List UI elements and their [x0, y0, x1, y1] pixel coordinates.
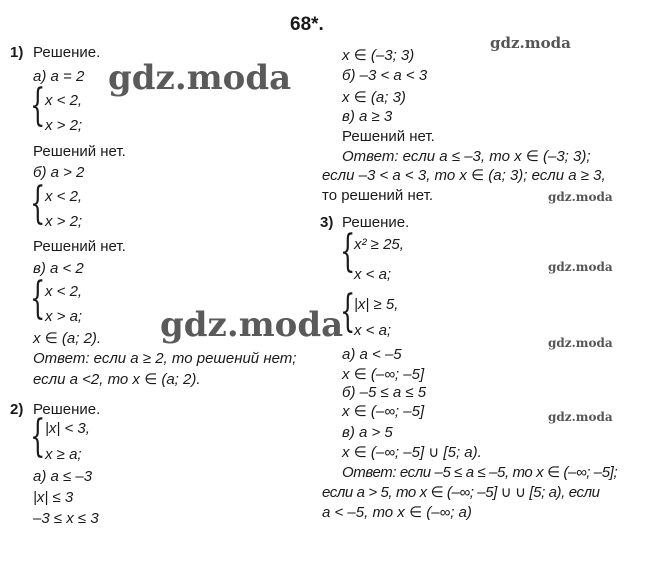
part1-answer-line2: если a <2, то x ∈ (a; 2).	[33, 371, 201, 388]
part2-a-line1: |x| ≤ 3	[33, 489, 74, 506]
part1-c-result: x ∈ (a; 2).	[33, 330, 102, 347]
problem-number: 68*.	[290, 14, 324, 35]
watermark: gdz.moda	[160, 305, 344, 345]
part1-case-b: б) a > 2	[33, 164, 85, 181]
part3-c-result: x ∈ (–∞; –5] ∪ [5; a).	[342, 444, 482, 461]
watermark: gdz.moda	[108, 58, 292, 98]
part1-a-system-line1: x < 2,	[45, 92, 83, 109]
part3-system1-line1: x² ≥ 25,	[354, 236, 404, 253]
part2-heading: Решение.	[33, 401, 101, 418]
part3-label: 3)	[320, 214, 334, 231]
part2-a-result: x ∈ (–3; 3)	[342, 47, 415, 64]
part3-heading: Решение.	[342, 214, 410, 231]
part2-label: 2)	[10, 401, 24, 418]
part3-system1-line2: x < a;	[354, 266, 392, 283]
part1-case-c: в) a < 2	[33, 260, 84, 277]
part3-answer-line2: если a > 5, то x ∈ (–∞; –5] ∪ ∪ [5; a), если	[322, 484, 600, 501]
part1-b-system-line2: x > 2;	[45, 213, 83, 230]
part1-label: 1)	[10, 44, 24, 61]
part2-c-result: Решений нет.	[342, 128, 435, 145]
part1-c-system-line2: x > a;	[45, 308, 83, 325]
part2-case-b: б) –3 < a < 3	[342, 67, 428, 84]
part1-a-result: Решений нет.	[33, 143, 126, 160]
system-brace: {	[340, 226, 356, 277]
watermark: gdz.moda	[490, 34, 571, 52]
part2-answer-line3: то решений нет.	[322, 187, 433, 204]
part3-system2-line2: x < a;	[354, 322, 392, 339]
system-brace: {	[30, 411, 46, 462]
part3-answer-line1: Ответ: если –5 ≤ a ≤ –5, то x ∈ (–∞; –5];	[342, 464, 618, 481]
part1-b-system-line1: x < 2,	[45, 188, 83, 205]
part2-system-line1: |x| < 3,	[45, 420, 90, 437]
part3-case-b: б) –5 ≤ a ≤ 5	[342, 384, 427, 401]
system-brace: {	[30, 178, 46, 229]
part2-answer-line2: если –3 < a < 3, то x ∈ (a; 3); если a ≥ 3,	[322, 167, 606, 184]
part3-case-a: а) a < –5	[342, 346, 402, 363]
part3-a-result: x ∈ (–∞; –5]	[342, 366, 425, 383]
part3-case-c: в) a > 5	[342, 424, 393, 441]
part1-a-system-line2: x > 2;	[45, 117, 83, 134]
part1-case-a: а) a = 2	[33, 68, 85, 85]
part2-answer-line1: Ответ: если a ≤ –3, то x ∈ (–3; 3);	[342, 148, 591, 165]
part3-b-result: x ∈ (–∞; –5]	[342, 403, 425, 420]
watermark: gdz.moda	[548, 190, 613, 204]
part1-heading: Решение.	[33, 44, 101, 61]
system-brace: {	[30, 80, 46, 131]
part2-b-result: x ∈ (a; 3)	[342, 89, 406, 106]
part2-a-line2: –3 ≤ x ≤ 3	[33, 510, 99, 527]
part2-system-line2: x ≥ a;	[45, 446, 82, 463]
system-brace: {	[340, 286, 356, 337]
watermark: gdz.moda	[548, 410, 613, 424]
part1-c-system-line1: x < 2,	[45, 283, 83, 300]
watermark: gdz.moda	[548, 336, 613, 350]
watermark: gdz.moda	[548, 260, 613, 274]
part2-case-a: а) a ≤ –3	[33, 468, 93, 485]
part3-answer-line3: a < –5, то x ∈ (–∞; a)	[322, 504, 472, 521]
part1-answer-line1: Ответ: если a ≥ 2, то решений нет;	[33, 350, 297, 367]
part3-system2-line1: |x| ≥ 5,	[354, 296, 399, 313]
part1-b-result: Решений нет.	[33, 238, 126, 255]
part2-case-c: в) a ≥ 3	[342, 108, 393, 125]
system-brace: {	[30, 273, 46, 324]
